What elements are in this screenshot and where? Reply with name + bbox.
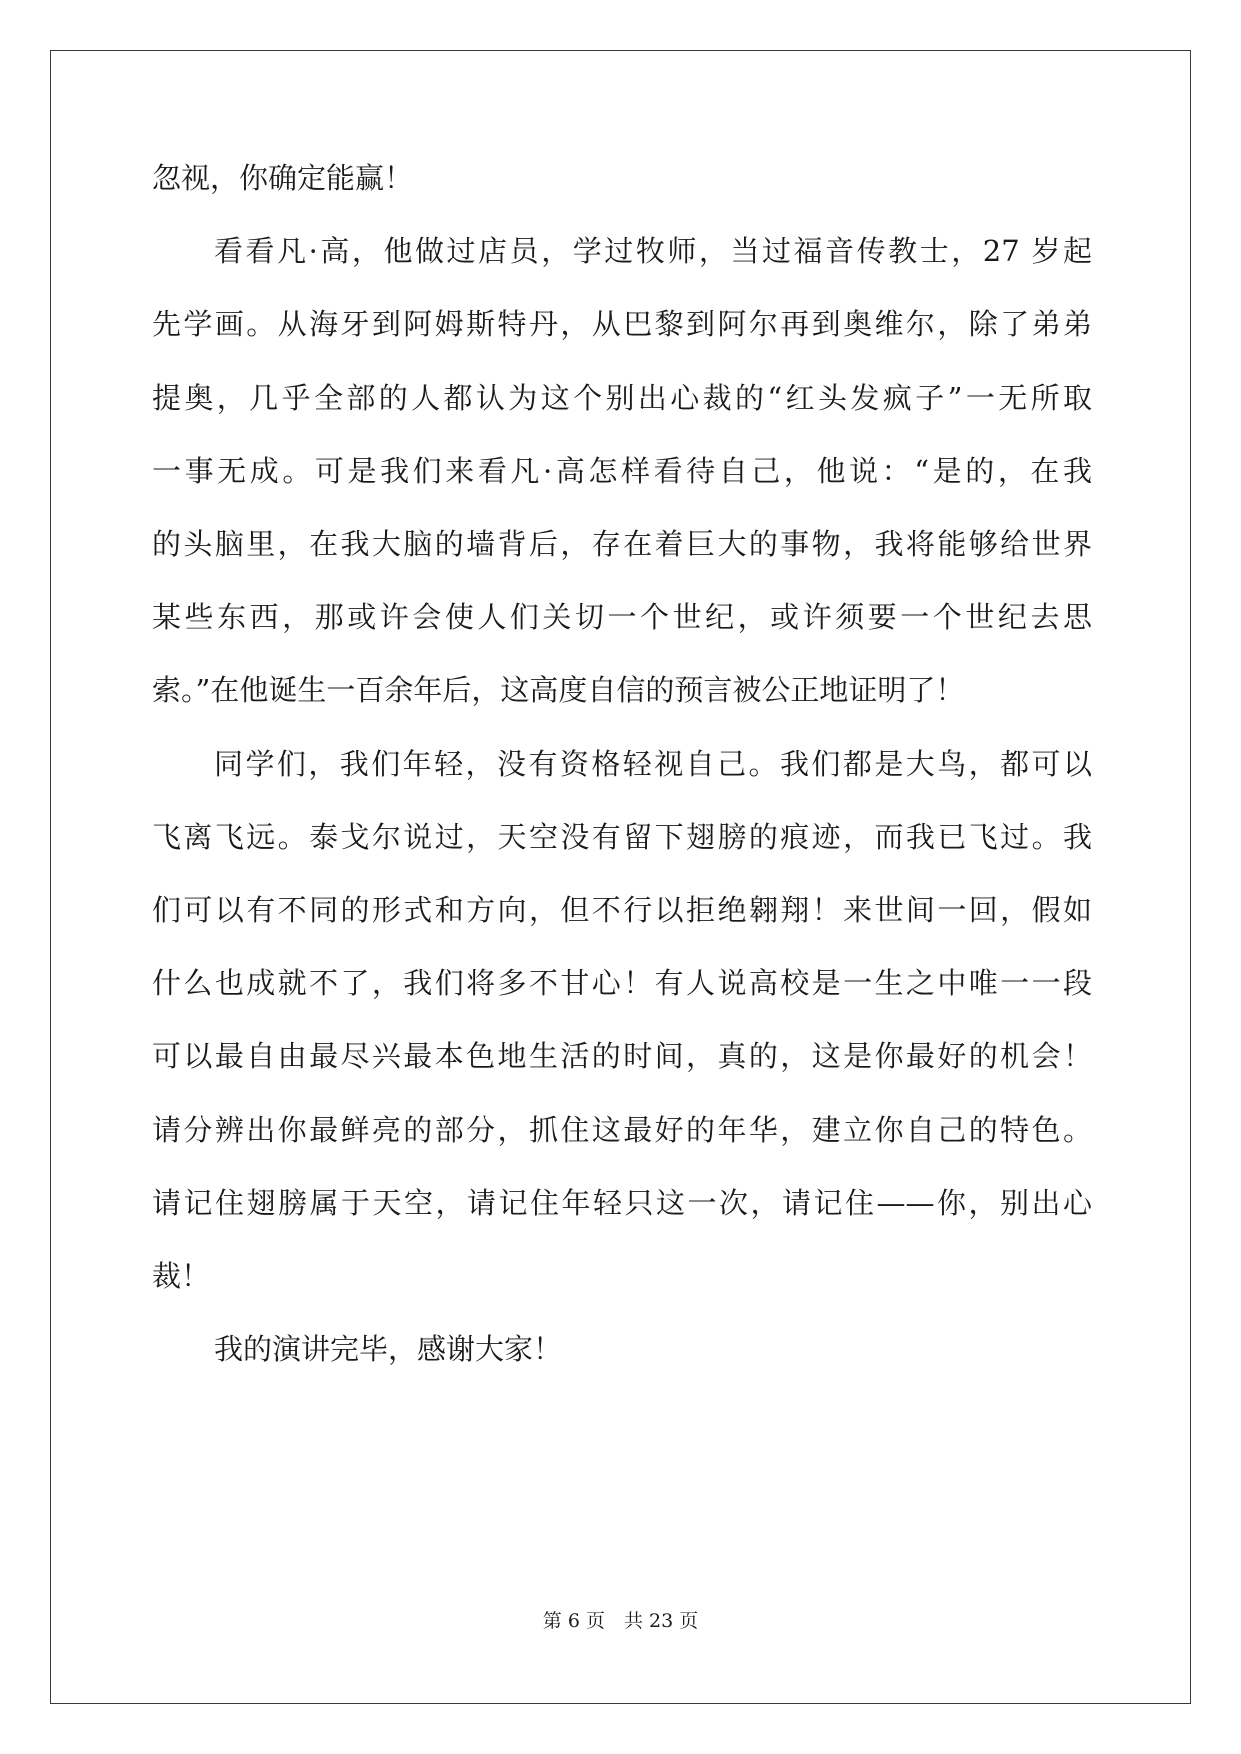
page-number-footer: 第 6 页 共 23 页	[542, 1610, 699, 1632]
text-line: 索。”在他诞生一百余年后，这高度自信的预言被公正地证明了！	[152, 673, 965, 708]
text-line: 一事无成。可是我们来看凡·高怎样看待自己，他说：“是的，在我	[152, 453, 1092, 488]
text-line: 裁！	[152, 1259, 211, 1293]
text-line: 请分辨出你最鲜亮的部分，抓住这最好的年华，建立你自己的特色。	[152, 1112, 1092, 1147]
text-line: 飞离飞远。泰戈尔说过，天空没有留下翅膀的痕迹，而我已飞过。我	[152, 819, 1092, 854]
text-line: 请记住翅膀属于天空，请记住年轻只这一次，请记住——你，别出心	[152, 1185, 1092, 1220]
text-line: 们可以有不同的形式和方向，但不行以拒绝翱翔！来世间一回，假如	[152, 893, 1092, 927]
text-line: 什么也成就不了，我们将多不甘心！有人说高校是一生之中唯一一段	[152, 966, 1092, 1001]
text-line: 忽视，你确定能赢！	[152, 161, 414, 195]
text-line: 我的演讲完毕，感谢大家！	[214, 1332, 563, 1367]
text-line: 的头脑里，在我大脑的墙背后，存在着巨大的事物，我将能够给世界	[152, 527, 1092, 561]
text-line: 先学画。从海牙到阿姆斯特丹，从巴黎到阿尔再到奥维尔，除了弟弟	[152, 307, 1092, 342]
text-line: 可以最自由最尽兴最本色地生活的时间，真的，这是你最好的机会！	[152, 1039, 1092, 1074]
page-border	[50, 50, 1191, 1704]
text-line: 提奥，几乎全部的人都认为这个别出心裁的“红头发疯子”一无所取	[152, 380, 1092, 415]
text-line: 某些东西，那或许会使人们关切一个世纪，或许须要一个世纪去思	[152, 600, 1092, 635]
text-line: 同学们，我们年轻，没有资格轻视自己。我们都是大鸟，都可以	[214, 746, 1092, 781]
text-line: 看看凡·高，他做过店员，学过牧师，当过福音传教士，27 岁起	[214, 234, 1092, 269]
